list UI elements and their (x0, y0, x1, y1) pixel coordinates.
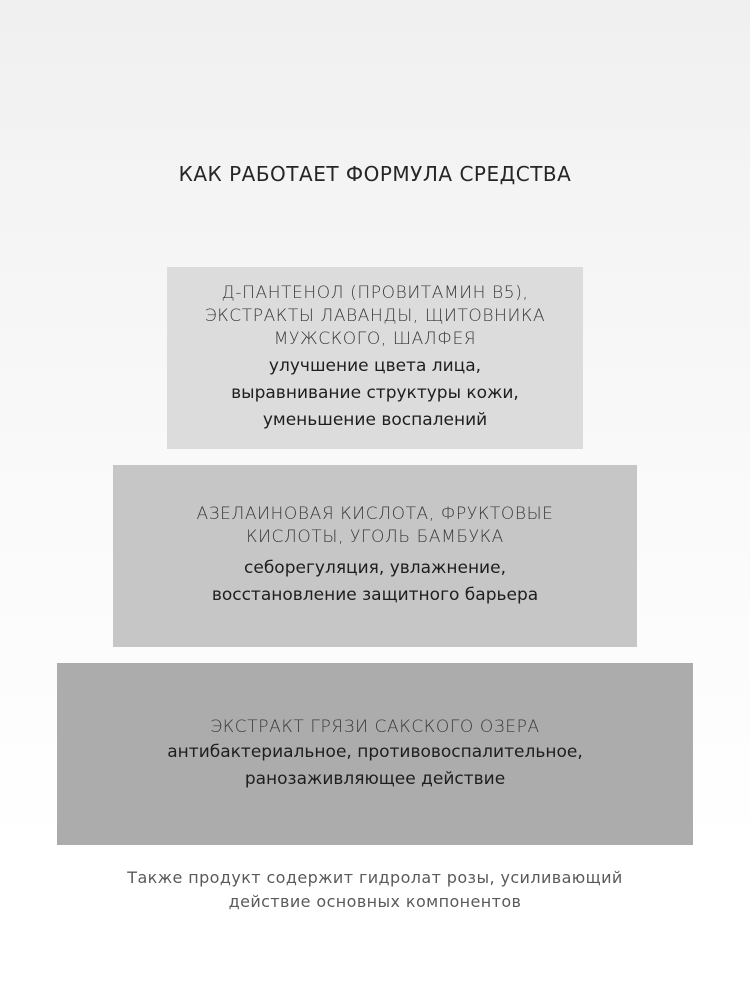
footnote: Также продукт содержит гидролат розы, усиливающий действие основных компонентов (127, 868, 623, 911)
tier-effect: себорегуляция, увлажнение, восстановление защитного барьера (211, 558, 539, 605)
pyramid-tier-bottom (57, 663, 693, 845)
tier-effect: антибактериальное, противовоспалительное, ранозаживляющее действие (167, 741, 583, 789)
tier-ingredients: АЗЕЛАИНОВАЯ КИСЛОТА, ФРУКТОВЫЕ КИСЛОТЫ, УГОЛЬ БАМБУКА (196, 504, 554, 547)
tier-ingredients: Д-ПАНТЕНОЛ (ПРОВИТАМИН B5), ЭКСТРАКТЫ ЛАВАНДЫ, ЩИТОВНИКА МУЖСКОГО, ШАЛФЕЯ (204, 283, 546, 349)
page-title: КАК РАБОТАЕТ ФОРМУЛА СРЕДСТВА (178, 162, 572, 186)
pyramid-tier-middle (113, 465, 637, 647)
tier-ingredients: ЭКСТРАКТ ГРЯЗИ САКСКОГО ОЗЕРА (210, 716, 540, 737)
pyramid-tier-top (167, 267, 583, 449)
tier-effect: улучшение цвета лица, выравнивание структуры кожи, уменьшение воспалений (231, 356, 519, 430)
